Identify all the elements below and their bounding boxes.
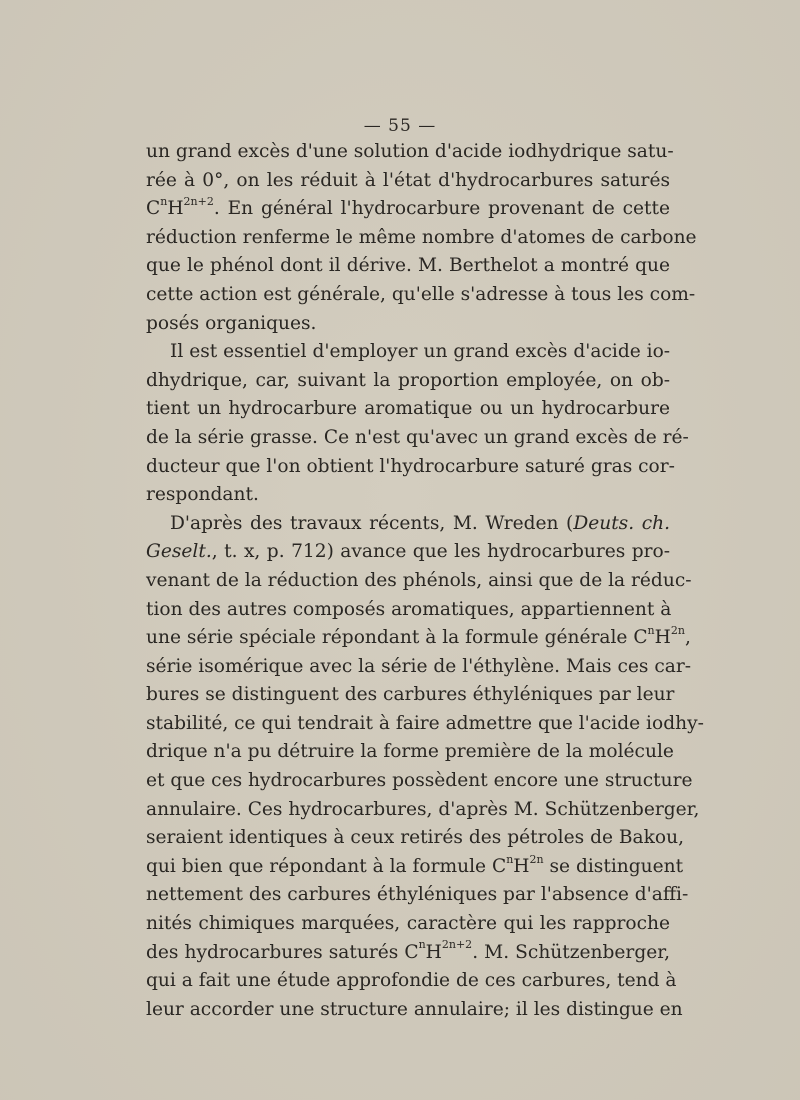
text-line: Il est essentiel d'employer un grand excès d'acide io- xyxy=(170,341,671,363)
text-line: respondant. xyxy=(146,484,259,506)
text-line: posés organiques. xyxy=(146,312,317,334)
text-line: $C^nH^{2n+2}$. En général l'hydrocarbure provenant de cette xyxy=(146,195,670,220)
text-line: dhydrique, car, suivant la proportion employée, on ob- xyxy=(146,369,670,391)
page-number: — 55 — xyxy=(363,116,437,136)
text-line: leur accorder une structure annulaire; il les distingue en xyxy=(146,998,683,1020)
text-line: venant de la réduction des phénols, ainsi que de la réduc- xyxy=(146,569,692,591)
text-line: annulaire. Ces hydrocarbures, d'après M. Schützenberger, xyxy=(146,798,700,820)
text-line: que le phénol dont il dérive. M. Berthelot a montré que xyxy=(146,255,670,277)
text-line: bures se distinguent des carbures éthyléniques par leur xyxy=(146,684,675,706)
text-line: tion des autres composés aromatiques, appartiennent à xyxy=(146,598,672,620)
text-line: tient un hydrocarbure aromatique ou un hydrocarbure xyxy=(146,398,670,420)
text-line: une série spéciale répondant à la formule générale $C^nH^{2n}$, xyxy=(146,623,691,649)
text-line: cette action est générale, qu'elle s'adresse à tous les com- xyxy=(146,283,696,305)
text-line: rée à 0°, on les réduit à l'état d'hydrocarbures saturés xyxy=(146,169,670,191)
text-line: série isomérique avec la série de l'éthylène. Mais ces car- xyxy=(146,655,692,677)
text-line: seraient identiques à ceux retirés des pétroles de Bakou, xyxy=(146,827,684,849)
text-line: D'après des travaux récents, M. Wreden (Deuts. ch. xyxy=(170,512,670,534)
text-line: qui a fait une étude approfondie de ces carbures, tend à xyxy=(146,970,677,992)
text-line: drique n'a pu détruire la forme première de la molécule xyxy=(146,741,674,763)
body-text xyxy=(146,138,704,1024)
text-line: et que ces hydrocarbures possèdent encore une structure xyxy=(146,770,693,792)
text-line: stabilité, ce qui tendrait à faire admettre que l'acide iodhy- xyxy=(146,712,704,734)
text-line: qui bien que répondant à la formule $C^nH^{2n}$ se distinguent xyxy=(146,852,684,877)
text-line: un grand excès d'une solution d'acide iodhydrique satu- xyxy=(146,141,674,162)
text-line: nettement des carbures éthyléniques par l'absence d'affi- xyxy=(146,884,689,906)
text-line: ducteur que l'on obtient l'hydrocarbure saturé gras cor- xyxy=(146,455,675,477)
text-line: nités chimiques marquées, caractère qui les rapproche xyxy=(146,913,670,935)
text-line: des hydrocarbures saturés $C^nH^{2n+2}$. M. Schützenberger, xyxy=(146,938,670,963)
text-line: de la série grasse. Ce n'est qu'avec un grand excès de ré- xyxy=(146,426,689,448)
text-line: Geselt., t. x, p. 712) avance que les hydrocarbures pro- xyxy=(146,541,670,563)
text-line: réduction renferme le même nombre d'atomes de carbone xyxy=(146,226,697,248)
